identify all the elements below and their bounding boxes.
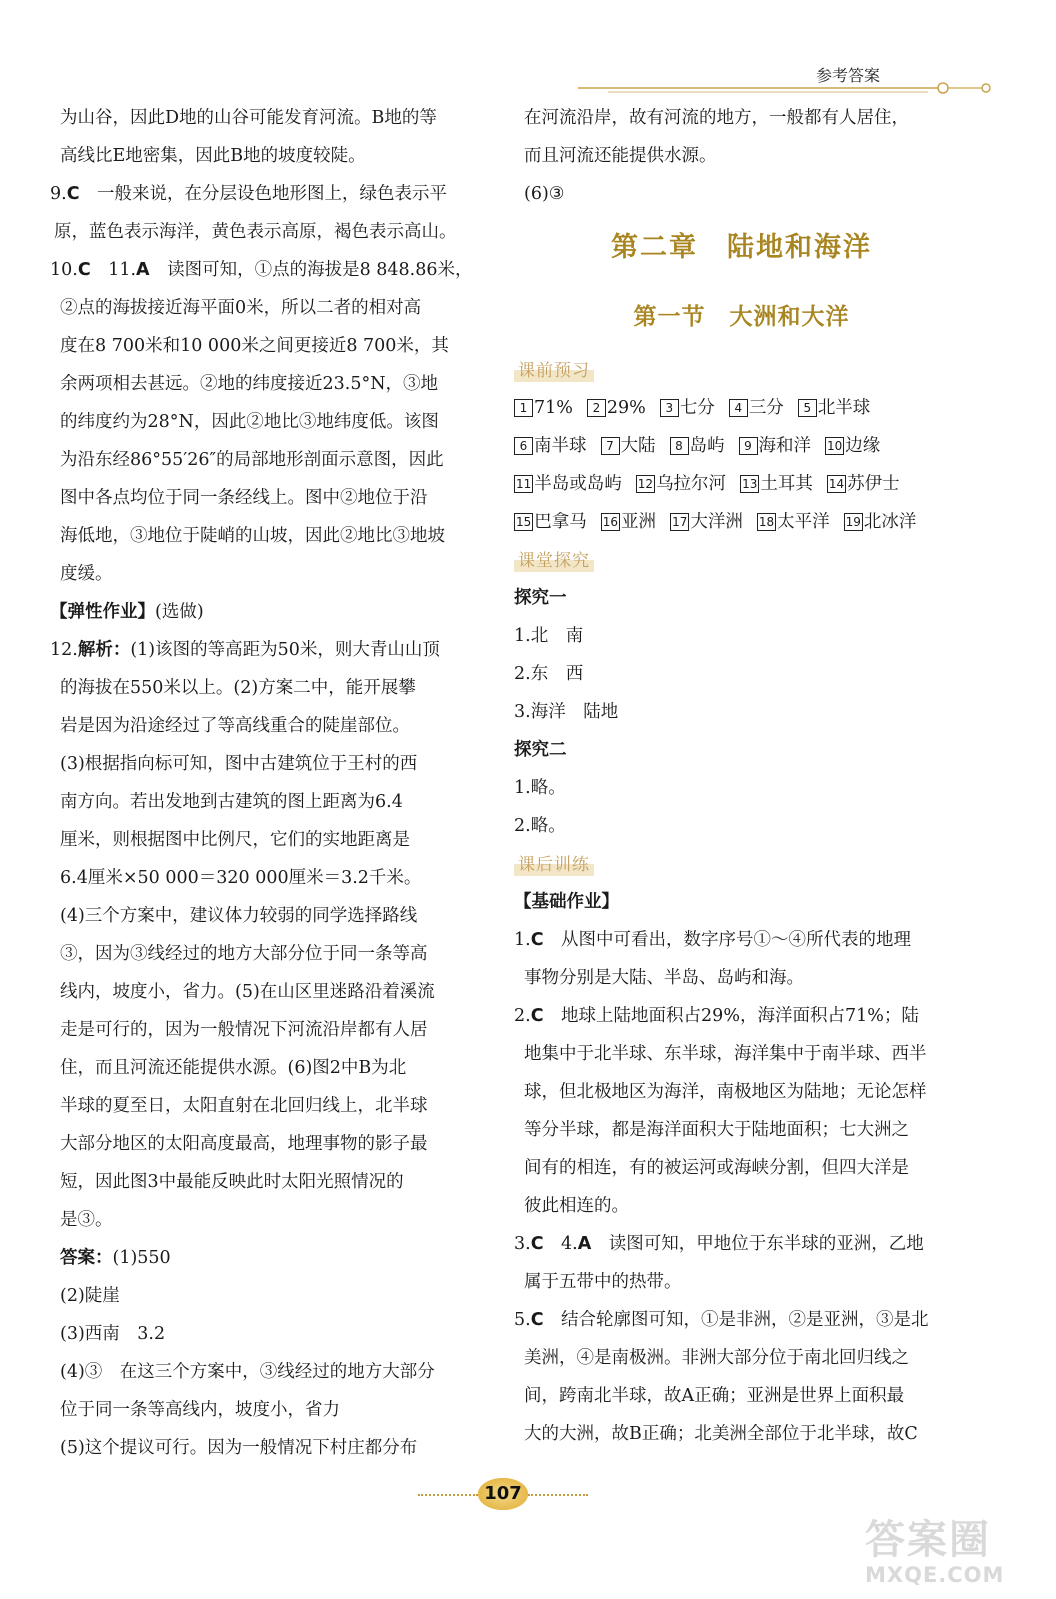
text-line: 间有的相连，有的被运河或海峡分割，但四大洋是: [524, 1158, 909, 1178]
text-line: 海低地，③地位于陡峭的山坡，因此②地比③地坡: [60, 526, 445, 546]
blank-number-box: 9: [739, 437, 758, 455]
tag-preview: [514, 351, 969, 389]
text-line: 等分半球，都是海洋面积大于陆地面积；七大洲之: [524, 1120, 909, 1140]
explanation-text: 一般来说，在分层设色地形图上，绿色表示平: [97, 184, 448, 204]
explanation-text: 读图可知，甲地位于东半球的亚洲，乙地: [608, 1234, 924, 1254]
blank-row: [514, 503, 969, 541]
answer-letter: A: [577, 1234, 592, 1254]
answer-letter: C: [530, 1006, 544, 1026]
explore-answer: 1.北 南: [514, 626, 584, 646]
blank-cell: [670, 503, 743, 541]
explanation-text: 地球上陆地面积占29%，海洋面积占71%；陆: [561, 1006, 919, 1026]
explore-answer: 3.海洋 陆地: [514, 702, 619, 722]
tag-label: 课堂探究: [514, 545, 594, 572]
text-line: 度缓。: [60, 564, 113, 584]
blank-number-box: 8: [670, 437, 689, 455]
tag-classroom: [514, 541, 969, 579]
blank-row: [514, 427, 969, 465]
blank-cell: [601, 503, 656, 541]
blank-cell: [601, 427, 656, 465]
blank-cell: [798, 389, 871, 427]
explanation-text: 读图可知，①点的海拔是8 848.86米，: [167, 260, 473, 280]
blank-answer: 71%: [534, 398, 573, 418]
explanation-text: 从图中可看出，数字序号①～④所代表的地理: [561, 930, 912, 950]
blank-answer: 半岛或岛屿: [534, 474, 622, 494]
analysis-label: 解析：: [77, 640, 131, 660]
question-number: 2.: [514, 1006, 531, 1026]
text-line: 图中各点均位于同一条经线上。图中②地位于沿: [60, 488, 428, 508]
question-1: [514, 921, 969, 959]
answer-text: (1)550: [112, 1248, 171, 1268]
question-10: [50, 251, 495, 289]
elastic-homework-heading: [50, 593, 495, 631]
page-footer: [418, 1475, 588, 1515]
footer-dots-right: [528, 1494, 588, 1496]
explore-heading: 探究一: [514, 588, 567, 608]
header-label: 参考答案: [816, 66, 881, 85]
blank-cell: [825, 427, 880, 465]
blank-cell: [514, 465, 622, 503]
watermark-logo: [865, 1508, 1050, 1593]
text-line: 走是可行的，因为一般情况下河流沿岸都有人居: [60, 1020, 428, 1040]
question-number: 10.: [50, 260, 78, 280]
blank-cell: [660, 389, 715, 427]
blank-number-box: 11: [516, 477, 532, 491]
blank-number-box: 13: [742, 477, 758, 491]
text-line: 属于五带中的热带。: [524, 1272, 682, 1292]
header-rule-ornament: [548, 58, 993, 103]
blank-cell: [514, 503, 587, 541]
answer-line: (4)③ 在这三个方案中，③线经过的地方大部分: [60, 1362, 435, 1382]
answer-line: (5)这个提议可行。因为一般情况下村庄都分布: [60, 1438, 418, 1458]
blank-cell: [844, 503, 917, 541]
text-line: 南方向。若出发地到古建筑的图上距离为6.4: [60, 792, 403, 812]
blank-cell: [729, 389, 784, 427]
text-line: 球，但北极地区为海洋，南极地区为陆地；无论怎样: [524, 1082, 927, 1102]
text-line: 而且河流还能提供水源。: [524, 146, 717, 166]
answer-letter: C: [530, 1310, 544, 1330]
question-12: [50, 631, 495, 669]
chapter-title: 第二章 陆地和海洋: [611, 232, 872, 263]
question-number: 12.: [50, 640, 78, 660]
blank-cell: [636, 465, 726, 503]
text-line: 在河流沿岸，故有河流的地方，一般都有人居住，: [524, 108, 909, 128]
text-line: 6.4厘米×50 000＝320 000厘米＝3.2千米。: [60, 868, 422, 888]
text-line: 大部分地区的太阳高度最高，地理事物的影子最: [60, 1134, 428, 1154]
blank-answer: 29%: [606, 398, 646, 418]
text-line: 美洲，④是南极洲。非洲大部分位于南北回归线之: [524, 1348, 909, 1368]
blank-answer: 太平洋: [777, 512, 830, 532]
text-line: 余两项相去甚远。②地的纬度接近23.5°N，③地: [60, 374, 439, 394]
blank-number-box: 16: [602, 515, 619, 529]
answer-letter: C: [530, 930, 544, 950]
blank-number-box: 5: [798, 399, 817, 417]
footer-dots-left: [418, 1494, 478, 1496]
blank-answer: 亚洲: [621, 512, 657, 532]
answer-letter: C: [66, 184, 80, 204]
section-note: (选做): [155, 602, 204, 622]
text-line: 为沿东经86°55′26″的局部地形剖面示意图，因此: [60, 450, 444, 470]
fill-blank-grid: [514, 389, 969, 541]
page-header: [548, 58, 993, 103]
tag-label: 课后训练: [514, 849, 594, 876]
blank-cell: [739, 427, 812, 465]
text-line: 度在8 700米和10 000米之间更接近8 700米，其: [60, 336, 449, 356]
text-line: 半球的夏至日，太阳直射在北回归线上，北半球: [60, 1096, 428, 1116]
blank-number-box: 19: [845, 515, 861, 529]
watermark-line2: MXQE.COM: [865, 1563, 1005, 1587]
explore-answer: 2.东 西: [514, 664, 584, 684]
blank-number-box: 7: [601, 437, 620, 455]
text-line: 住，而且河流还能提供水源。(6)图2中B为北: [60, 1058, 407, 1078]
blank-answer: 七分: [679, 398, 715, 418]
blank-number-box: 15: [516, 515, 532, 529]
text-line: 的海拔在550米以上。(2)方案二中，能开展攀: [60, 678, 416, 698]
blank-answer: 海和洋: [758, 436, 811, 456]
question-number: 4.: [561, 1234, 578, 1254]
blank-answer: 巴拿马: [534, 512, 587, 532]
question-number: 1.: [514, 930, 531, 950]
left-column: [50, 99, 495, 1467]
blank-number-box: 17: [672, 515, 688, 529]
blank-number-box: 1: [514, 399, 533, 417]
explore-answer: 2.略。: [514, 816, 566, 836]
blank-cell: [514, 427, 587, 465]
right-column: [514, 99, 969, 1453]
question-3: [514, 1225, 969, 1263]
question-9: [50, 175, 495, 213]
blank-row: [514, 389, 969, 427]
section-heading: 【弹性作业】: [50, 602, 155, 622]
blank-answer: 边缘: [845, 436, 881, 456]
question-number: 9.: [50, 184, 67, 204]
blank-cell: [587, 389, 646, 427]
text-line: (3)根据指向标可知，图中古建筑位于王村的西: [60, 754, 418, 774]
text-line: 原，蓝色表示海洋，黄色表示高原，褐色表示高山。: [54, 222, 457, 242]
blank-answer: 土耳其: [760, 474, 813, 494]
blank-cell: [670, 427, 725, 465]
section-title: 第一节 大洲和大洋: [633, 304, 850, 330]
question-number: 3.: [514, 1234, 531, 1254]
blank-answer: 大洋洲: [690, 512, 743, 532]
blank-number-box: 14: [828, 477, 845, 491]
text-line: 线内，坡度小，省力。(5)在山区里迷路沿着溪流: [60, 982, 435, 1002]
text-line: 事物分别是大陆、半岛、岛屿和海。: [524, 968, 804, 988]
answer-letter: A: [136, 260, 150, 280]
answer-letter: C: [77, 260, 91, 280]
blank-number-box: 6: [514, 437, 533, 455]
text-line: 彼此相连的。: [524, 1196, 629, 1216]
explore-heading: 探究二: [514, 740, 567, 760]
text-line: 地集中于北半球、东半球，海洋集中于南半球、西半: [524, 1044, 927, 1064]
explanation-text: (1)该图的等高距为50米，则大青山山顶: [130, 640, 440, 660]
text-line: 岩是因为沿途经过了等高线重合的陡崖部位。: [60, 716, 410, 736]
text-line: (4)三个方案中，建议体力较弱的同学选择路线: [60, 906, 418, 926]
blank-answer: 三分: [748, 398, 784, 418]
question-2: [514, 997, 969, 1035]
blank-answer: 南半球: [534, 436, 587, 456]
explore-answer: 1.略。: [514, 778, 566, 798]
question-number: 5.: [514, 1310, 531, 1330]
text-line: (6)③: [524, 184, 565, 204]
blank-number-box: 3: [660, 399, 679, 417]
tag-label: 课前预习: [514, 355, 594, 382]
text-line: ②点的海拔接近海平面0米，所以二者的相对高: [60, 298, 422, 318]
text-line: 为山谷，因此D地的山谷可能发育河流。B地的等: [60, 108, 437, 128]
text-line: 大的大洲，故B正确；北美洲全部位于北半球，故C: [524, 1424, 918, 1444]
tag-after-class: [514, 845, 969, 883]
answer-label: 答案：: [60, 1248, 113, 1268]
text-line: 是③。: [60, 1210, 113, 1230]
answer-line: 位于同一条等高线内，坡度小，省力: [60, 1400, 340, 1420]
blank-cell: [740, 465, 813, 503]
blank-answer: 岛屿: [689, 436, 725, 456]
blank-answer: 北半球: [817, 398, 871, 418]
blank-answer: 大陆: [620, 436, 656, 456]
answer-line: (3)西南 3.2: [60, 1324, 166, 1344]
text-line: 厘米，则根据图中比例尺，它们的实地距离是: [60, 830, 410, 850]
basic-homework-heading: 【基础作业】: [514, 892, 619, 912]
text-line: ③，因为③线经过的地方大部分位于同一条等高: [60, 944, 428, 964]
blank-answer: 北冰洋: [863, 512, 917, 532]
explanation-text: 结合轮廓图可知，①是非洲，②是亚洲，③是北: [561, 1310, 929, 1330]
question-5: [514, 1301, 969, 1339]
blank-cell: [514, 389, 573, 427]
blank-answer: 乌拉尔河: [656, 474, 727, 494]
answer-letter: C: [530, 1234, 544, 1254]
blank-cell: [827, 465, 900, 503]
answer-line: (2)陡崖: [60, 1286, 120, 1306]
blank-number-box: 12: [637, 477, 654, 491]
text-line: 短，因此图3中最能反映此时太阳光照情况的: [60, 1172, 404, 1192]
blank-number-box: 18: [758, 515, 775, 529]
blank-number-box: 10: [827, 439, 843, 453]
blank-number-box: 2: [587, 399, 606, 417]
watermark-line1: 答案圈: [865, 1517, 991, 1563]
blank-row: [514, 465, 969, 503]
blank-answer: 苏伊士: [847, 474, 900, 494]
text-line: 间，跨南北半球，故A正确；亚洲是世界上面积最: [524, 1386, 905, 1406]
question-number: 11.: [108, 260, 137, 280]
answer-line: [50, 1239, 495, 1277]
text-line: 高线比E地密集，因此B地的坡度较陡。: [60, 146, 366, 166]
blank-number-box: 4: [729, 399, 748, 417]
blank-cell: [757, 503, 830, 541]
page-number: 107: [478, 1478, 528, 1510]
text-line: 的纬度约为28°N，因此②地比③地纬度低。该图: [60, 412, 439, 432]
